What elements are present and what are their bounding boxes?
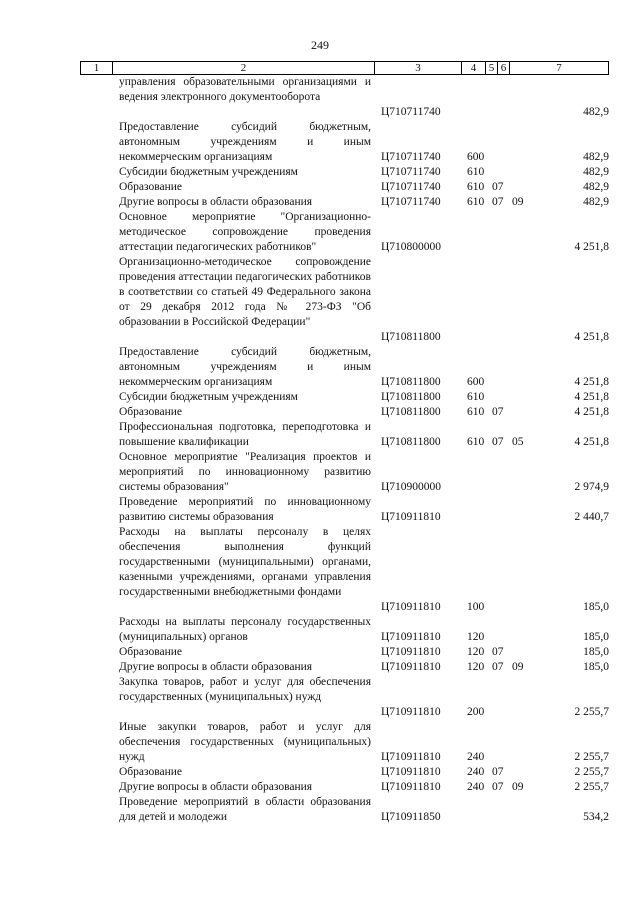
target-code: Ц710911810 — [381, 766, 441, 778]
expense-type: 240 — [467, 781, 485, 793]
row-description: Проведение мероприятий по инновационному развитию системы образования — [119, 496, 371, 523]
expense-type: 610 — [467, 166, 485, 178]
table-row — [0, 645, 640, 660]
table-row — [0, 450, 640, 495]
row-description: Образование — [119, 181, 183, 193]
budget-table-body — [0, 75, 640, 825]
subsection: 09 — [512, 781, 524, 793]
page-number: 249 — [311, 38, 329, 52]
row-description: Другие вопросы в области образования — [119, 196, 313, 208]
row-description: Образование — [119, 406, 183, 418]
table-row — [0, 615, 640, 645]
target-code: Ц710711740 — [381, 106, 441, 118]
amount: 2 255,7 — [574, 766, 609, 778]
expense-type: 120 — [467, 661, 485, 673]
amount: 2 974,9 — [574, 481, 609, 493]
row-description: управления образовательными организациями и ведения электронного документооборота — [119, 76, 371, 103]
section: 07 — [492, 766, 504, 778]
target-code: Ц710911810 — [381, 751, 441, 763]
table-header — [80, 61, 609, 75]
target-code: Ц710711740 — [381, 196, 441, 208]
amount: 185,0 — [583, 646, 609, 658]
target-code: Ц710811800 — [381, 436, 441, 448]
expense-type: 120 — [467, 646, 485, 658]
amount: 482,9 — [583, 151, 609, 163]
column-header-6: 6 — [498, 62, 510, 74]
row-description: Расходы на выплаты персоналу в целях обеспечения выполнения функций государственными (муниципальными) органами, казенными учреждениями, органами управления государственными внебюджетными фондами — [119, 526, 371, 598]
table-row — [0, 405, 640, 420]
amount: 4 251,8 — [574, 241, 609, 253]
expense-type: 610 — [467, 436, 485, 448]
amount: 482,9 — [583, 196, 609, 208]
target-code: Ц710911810 — [381, 781, 441, 793]
expense-type: 610 — [467, 196, 485, 208]
target-code: Ц710911810 — [381, 631, 441, 643]
target-code: Ц710811800 — [381, 331, 441, 343]
target-code: Ц710911810 — [381, 706, 441, 718]
section: 07 — [492, 196, 504, 208]
expense-type: 610 — [467, 391, 485, 403]
column-header-4: 4 — [462, 62, 486, 74]
row-description: Субсидии бюджетным учреждениям — [119, 391, 298, 403]
section: 07 — [492, 181, 504, 193]
row-description: Расходы на выплаты персоналу государственных (муниципальных) органов — [119, 616, 371, 643]
subsection: 09 — [512, 196, 524, 208]
table-row — [0, 765, 640, 780]
row-description: Основное мероприятие "Реализация проектов и мероприятий по инновационному развитию системы образования" — [119, 451, 371, 493]
expense-type: 100 — [467, 601, 485, 613]
target-code: Ц710711740 — [381, 181, 441, 193]
target-code: Ц710900000 — [381, 481, 442, 493]
target-code: Ц710811800 — [381, 406, 441, 418]
section: 07 — [492, 436, 504, 448]
target-code: Ц710711740 — [381, 166, 441, 178]
row-description: Иные закупки товаров, работ и услуг для обеспечения государственных (муниципальных) нужд — [119, 721, 371, 763]
target-code: Ц710800000 — [381, 241, 442, 253]
row-description: Образование — [119, 766, 183, 778]
amount: 4 251,8 — [574, 436, 609, 448]
table-row — [0, 525, 640, 615]
row-description: Субсидии бюджетным учреждениям — [119, 166, 298, 178]
table-row — [0, 345, 640, 390]
expense-type: 200 — [467, 706, 485, 718]
subsection: 09 — [512, 661, 524, 673]
expense-type: 240 — [467, 751, 485, 763]
table-row — [0, 780, 640, 795]
amount: 534,2 — [583, 811, 609, 823]
table-row — [0, 195, 640, 210]
column-header-2: 2 — [113, 62, 375, 74]
amount: 2 255,7 — [574, 781, 609, 793]
table-row — [0, 495, 640, 525]
target-code: Ц710911810 — [381, 601, 441, 613]
row-description: Профессиональная подготовка, переподготовка и повышение квалификации — [119, 421, 371, 448]
expense-type: 610 — [467, 181, 485, 193]
section: 07 — [492, 646, 504, 658]
expense-type: 610 — [467, 406, 485, 418]
table-row — [0, 120, 640, 165]
row-description: Основное мероприятие "Организационно-методическое сопровождение проведения аттестации педагогических работников" — [119, 211, 371, 253]
target-code: Ц710911810 — [381, 646, 441, 658]
amount: 482,9 — [583, 166, 609, 178]
table-row — [0, 165, 640, 180]
amount: 482,9 — [583, 106, 609, 118]
table-row — [0, 390, 640, 405]
table-row — [0, 660, 640, 675]
row-description: Проведение мероприятий в области образования для детей и молодежи — [119, 796, 371, 823]
row-description: Предоставление субсидий бюджетным, автономным учреждениям и иным некоммерческим организациям — [119, 346, 371, 388]
expense-type: 600 — [467, 151, 485, 163]
table-row — [0, 180, 640, 195]
column-header-1: 1 — [81, 62, 113, 74]
row-description: Закупка товаров, работ и услуг для обеспечения государственных (муниципальных) нужд — [119, 676, 371, 703]
amount: 2 255,7 — [574, 706, 609, 718]
table-row — [0, 675, 640, 720]
row-description: Другие вопросы в области образования — [119, 661, 313, 673]
amount: 4 251,8 — [574, 406, 609, 418]
subsection: 05 — [512, 436, 524, 448]
table-row — [0, 420, 640, 450]
row-description: Организационно-методическое сопровождение проведения аттестации педагогических работников в соответствии со статьей 49 Федерального закона от 29 декабря 2012 года № 273-ФЗ "Об образовании в Российской Федерации" — [119, 256, 371, 328]
amount: 4 251,8 — [574, 391, 609, 403]
amount: 185,0 — [583, 631, 609, 643]
section: 07 — [492, 406, 504, 418]
expense-type: 120 — [467, 631, 485, 643]
amount: 482,9 — [583, 181, 609, 193]
expense-type: 600 — [467, 376, 485, 388]
column-header-3: 3 — [375, 62, 462, 74]
column-header-5: 5 — [486, 62, 498, 74]
table-row — [0, 255, 640, 345]
row-description: Другие вопросы в области образования — [119, 781, 313, 793]
amount: 4 251,8 — [574, 331, 609, 343]
table-row — [0, 210, 640, 255]
expense-type: 240 — [467, 766, 485, 778]
target-code: Ц710911810 — [381, 661, 441, 673]
table-row — [0, 75, 640, 120]
table-row — [0, 720, 640, 765]
target-code: Ц710711740 — [381, 151, 441, 163]
target-code: Ц710911850 — [381, 811, 441, 823]
amount: 2 255,7 — [574, 751, 609, 763]
amount: 4 251,8 — [574, 376, 609, 388]
section: 07 — [492, 781, 504, 793]
amount: 185,0 — [583, 601, 609, 613]
target-code: Ц710811800 — [381, 376, 441, 388]
amount: 185,0 — [583, 661, 609, 673]
row-description: Предоставление субсидий бюджетным, автономным учреждениям и иным некоммерческим организациям — [119, 121, 371, 163]
row-description: Образование — [119, 646, 183, 658]
section: 07 — [492, 661, 504, 673]
amount: 2 440,7 — [574, 511, 609, 523]
target-code: Ц710911810 — [381, 511, 441, 523]
column-header-7: 7 — [556, 62, 562, 74]
target-code: Ц710811800 — [381, 391, 441, 403]
table-row — [0, 795, 640, 825]
